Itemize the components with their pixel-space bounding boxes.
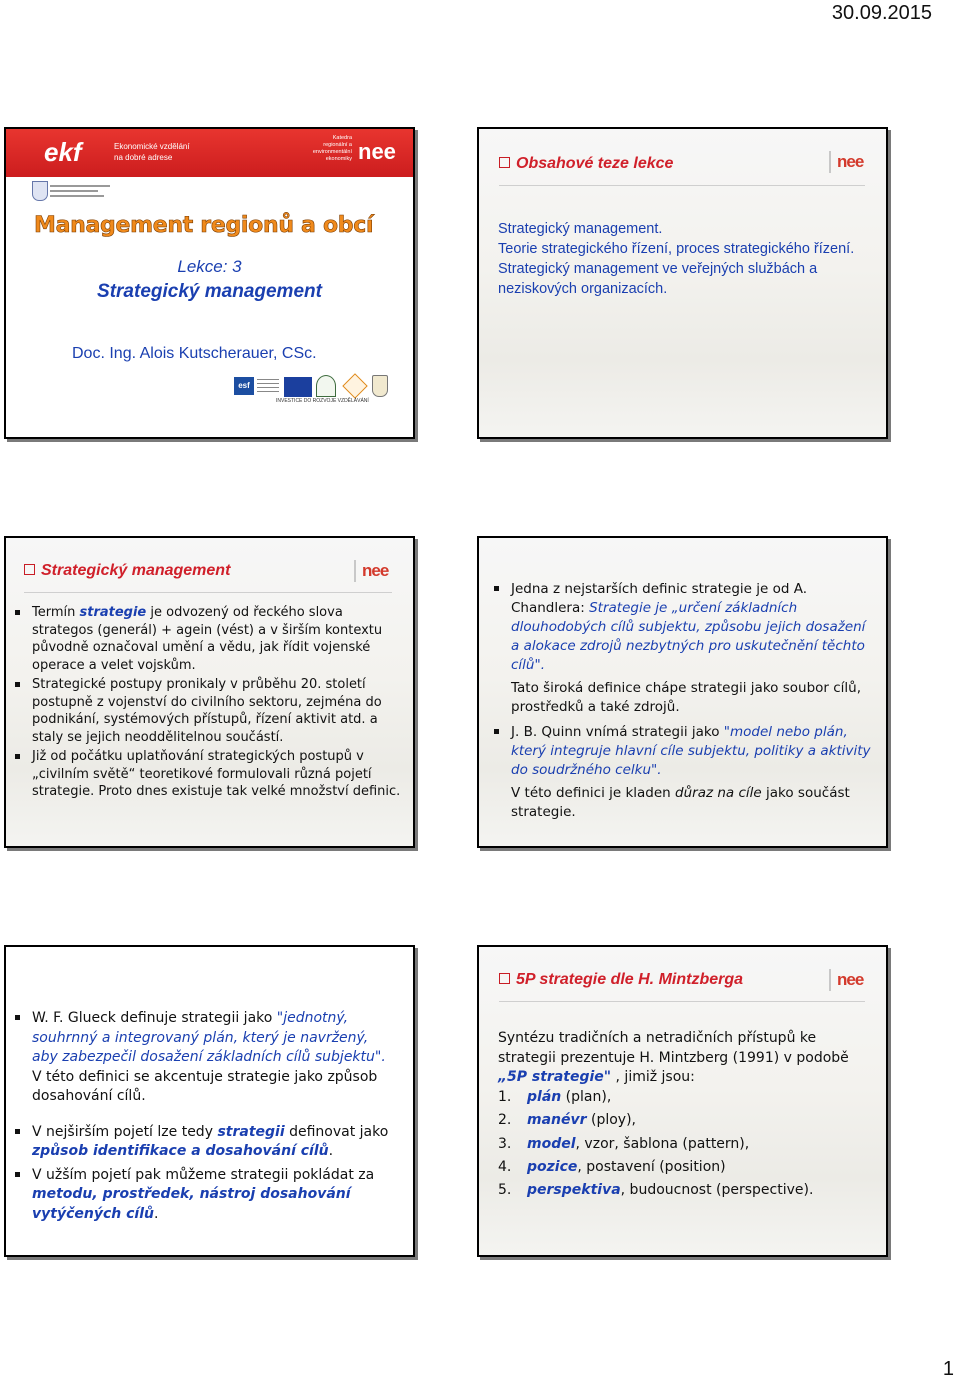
list-item: Strategické postupy pronikaly v průběhu 20. století postupně z vojenství do civilního sektoru, zejména do podnikání, systémových přístupů, řízení aktivit atd. a staly se jejich neoddělitelnou součástí. (12, 676, 402, 746)
list-item: V užším pojetí pak můžeme strategii pokládat za metodu, prostředek, nástroj dosahování vytýčených cílů. (12, 1166, 397, 1225)
crest-caption (50, 195, 104, 197)
list-item: Jedna z nejstarších definic strategie je od A. Chandlera: Strategie je „určení základních dlouhodobých cílů subjektu, způsobu jejich dosažení a alokace zdrojů nezbytných pro uskutečnění těchto cílů". Tato široká definice chápe strategii jako soubor cílů, prostředků a také zdrojů. (491, 580, 871, 717)
banner-left-text: Ekonomické vzdělání na dobré adrese (114, 142, 190, 162)
msmt-logo-icon (316, 375, 336, 397)
title-banner (6, 129, 413, 177)
list-item: 2. manévr (ploy), (498, 1112, 636, 1129)
nee-logo: nee (829, 969, 863, 991)
paragraph: V této definici se akcentuje strategie jako způsob dosahování cílů. (32, 1068, 378, 1104)
nee-logo: nee (354, 560, 388, 582)
numbered-list (498, 1089, 868, 1205)
bullet-list (491, 580, 871, 822)
paragraph: Tato široká definice chápe strategii jako soubor cílů, prostředků a také zdrojů. (511, 680, 862, 715)
nee-logo: nee (358, 139, 396, 164)
op-logo-icon (342, 373, 367, 398)
checkbox-bullet-icon (499, 157, 510, 168)
logo-divider (829, 969, 831, 991)
checkbox-bullet-icon (24, 564, 35, 575)
slide-title (499, 153, 673, 173)
funding-logos (234, 375, 394, 405)
bullet-list (12, 604, 402, 801)
list-item: V nejširším pojetí lze tedy strategii definovat jako způsob identifikace a dosahování cílů. (12, 1123, 397, 1162)
list-item: 3. model, vzor, šablona (pattern), (498, 1135, 750, 1152)
esf-caption (257, 379, 279, 393)
lecture-number: Lekce: 3 (177, 257, 242, 276)
presentation-title: Management regionů a obcí (34, 213, 374, 238)
slide-3-strategic-management (4, 536, 415, 848)
slide-title (499, 969, 743, 989)
list-item: Strategický management. (498, 221, 663, 237)
list-item: Teorie strategického řízení, proces strategického řízení. (498, 241, 855, 257)
slide-5-definitions (4, 945, 415, 1257)
lecture-subtitle: Strategický management (97, 281, 322, 302)
region-crest-icon (372, 375, 388, 397)
list-item: 5. perspektiva, budoucnost (perspective). (498, 1182, 814, 1199)
list-item: Strategický management ve veřejných službách a neziskových organizacích. (498, 261, 818, 297)
eu-flag-icon (284, 377, 312, 397)
page-date: 30.09.2015 (831, 2, 932, 24)
slide-title (24, 560, 230, 580)
list-item: Již od počátku uplatňování strategických postupů v „civilním světě“ teoretikové formulovali různá pojetí strategie. Proto dnes existuje tak velké množství definic. (12, 748, 402, 801)
list-item: J. B. Quinn vnímá strategii jako "model nebo plán, který integruje hlavní cíle subjektu, politiky a aktivity do soudržného celku". V této definici je kladen důraz na cíle jako součást strategie. (491, 723, 871, 822)
slide-4-definitions (477, 536, 888, 848)
slide-1-title (4, 127, 415, 439)
contents-list (498, 219, 866, 299)
paragraph: V této definici je kladen důraz na cíle jako součást strategie. (511, 785, 850, 820)
author-name: Doc. Ing. Alois Kutscherauer, CSc. (72, 345, 317, 362)
slide-title-text: 5P strategie dle H. Mintzberga (516, 971, 744, 988)
title-divider (24, 592, 392, 593)
logo-divider (354, 560, 356, 582)
esf-logo-icon: esf (234, 377, 254, 395)
slide-2-contents (477, 127, 888, 439)
funding-caption: INVESTICE DO ROZVOJE VZDĚLÁVÁNÍ (276, 398, 369, 404)
title-divider (499, 185, 865, 186)
logo-divider (829, 151, 831, 173)
list-item: Termín strategie je odvozený od řeckého slova strategos (generál) + agein (vést) a v širším kontextu původně označoval umění a vědu, jak řídit vojenské operace a velet vojskům. (12, 604, 402, 674)
slide-6-5p-strategy (477, 945, 888, 1257)
crest-caption (50, 185, 110, 187)
crest-caption (50, 190, 98, 192)
intro-paragraph: Syntézu tradičních a netradičních přístupů ke strategii prezentuje H. Mintzberg (1991) v podobě „5P strategie" , jimiž jsou: (498, 1030, 849, 1085)
list-item: W. F. Glueck definuje strategii jako "jednotný, souhrnný a integrovaný plán, který je navržený, aby zabezpečil dosažení základních cílů subjektu". V této definici se akcentuje strategie jako způsob dosahování cílů. (12, 1009, 397, 1107)
list-item: 1. plán (plan), (498, 1089, 612, 1105)
crest-icon (32, 181, 48, 201)
list-item: 4. pozice, postavení (position) (498, 1158, 726, 1175)
nee-logo: nee (829, 151, 863, 173)
page-number: 1 (942, 1358, 954, 1380)
ekf-logo: ekf (44, 137, 82, 167)
banner-right-text: Katedra regionální a environmentální ekonomiky (312, 135, 352, 162)
title-divider (499, 1001, 865, 1002)
slide-title-text: Strategický management (41, 562, 231, 579)
checkbox-bullet-icon (499, 973, 510, 984)
bullet-list (12, 1009, 397, 1224)
slide-title-text: Obsahové teze lekce (516, 155, 674, 172)
